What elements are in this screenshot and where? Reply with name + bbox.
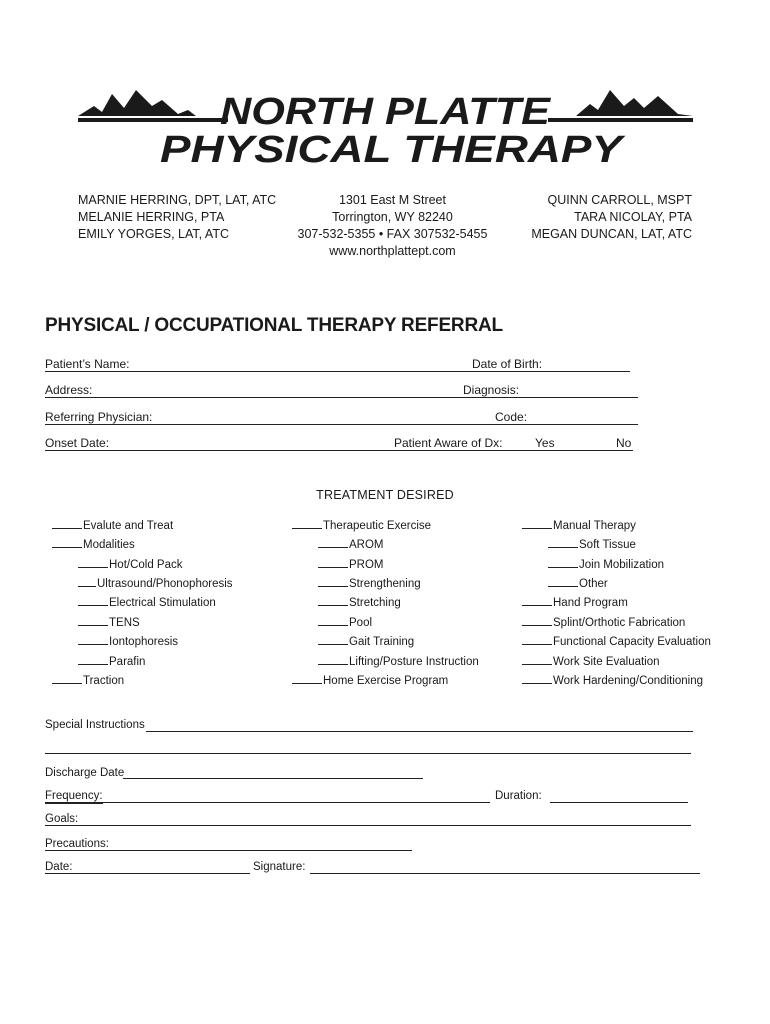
option-therapeutic-exercise[interactable]: Therapeutic Exercise bbox=[292, 517, 431, 533]
option-modalities[interactable]: Modalities bbox=[52, 536, 135, 552]
signature-field[interactable] bbox=[310, 873, 700, 874]
option-work-site-eval[interactable]: Work Site Evaluation bbox=[522, 653, 660, 669]
staff-right bbox=[531, 192, 692, 243]
staff-name: MARNIE HERRING, DPT, LAT, ATC bbox=[78, 193, 277, 207]
option-traction[interactable]: Traction bbox=[52, 672, 124, 688]
option-pool[interactable]: Pool bbox=[318, 614, 372, 630]
staff-name: MELANIE HERRING, PTA bbox=[78, 210, 225, 224]
option-work-hardening[interactable]: Work Hardening/Conditioning bbox=[522, 672, 703, 688]
date-label: Date: bbox=[45, 861, 73, 873]
patient-name-label: Patient’s Name: bbox=[45, 357, 130, 371]
option-tens[interactable]: TENS bbox=[78, 614, 140, 630]
logo-line1: NORTH PLATTE bbox=[220, 91, 552, 133]
goals-field[interactable] bbox=[45, 825, 691, 826]
option-evaluate-treat[interactable]: Evalute and Treat bbox=[52, 517, 173, 533]
clinic-address bbox=[270, 192, 515, 260]
special-instructions-field[interactable] bbox=[146, 731, 693, 732]
referring-physician-label: Referring Physician: bbox=[45, 410, 153, 424]
onset-date-label: Onset Date: bbox=[45, 436, 110, 450]
precautions-field[interactable] bbox=[45, 850, 412, 851]
option-soft-tissue[interactable]: Soft Tissue bbox=[548, 536, 636, 552]
address-field[interactable] bbox=[45, 397, 638, 398]
left-mountains-graphic bbox=[78, 90, 196, 116]
option-parafin[interactable]: Parafin bbox=[78, 653, 145, 669]
special-instructions-label: Special Instructions bbox=[45, 719, 145, 731]
city-state: Torrington, WY 82240 bbox=[332, 210, 453, 224]
option-manual-therapy[interactable]: Manual Therapy bbox=[522, 517, 636, 533]
option-hot-cold-pack[interactable]: Hot/Cold Pack bbox=[78, 556, 183, 572]
precautions-label: Precautions: bbox=[45, 838, 109, 850]
dob-label: Date of Birth: bbox=[472, 357, 543, 371]
staff-name: MEGAN DUNCAN, LAT, ATC bbox=[531, 227, 692, 241]
form-title: PHYSICAL / OCCUPATIONAL THERAPY REFERRAL bbox=[45, 315, 503, 336]
street: 1301 East M Street bbox=[338, 193, 446, 207]
treatment-title: TREATMENT DESIRED bbox=[316, 488, 454, 502]
discharge-date-field[interactable] bbox=[123, 778, 423, 779]
option-stretching[interactable]: Stretching bbox=[318, 594, 401, 610]
duration-field[interactable] bbox=[550, 802, 688, 803]
option-hand-program[interactable]: Hand Program bbox=[522, 594, 628, 610]
option-home-exercise[interactable]: Home Exercise Program bbox=[292, 672, 448, 688]
logo-line2: PHYSICAL THERAPY bbox=[160, 129, 627, 167]
option-ultrasound[interactable]: Ultrasound/Phonophoresis bbox=[78, 575, 233, 591]
staff-name: EMILY YORGES, LAT, ATC bbox=[78, 227, 229, 241]
frequency-field[interactable] bbox=[45, 802, 490, 803]
discharge-date-label: Discharge Date bbox=[45, 767, 125, 779]
address-label: Address: bbox=[45, 383, 93, 397]
referring-physician-field[interactable] bbox=[45, 424, 638, 425]
aware-dx-label: Patient Aware of Dx: bbox=[394, 436, 503, 450]
yes-option[interactable]: Yes bbox=[535, 436, 555, 450]
option-electrical-stim[interactable]: Electrical Stimulation bbox=[78, 594, 216, 610]
option-prom[interactable]: PROM bbox=[318, 556, 384, 572]
staff-name: TARA NICOLAY, PTA bbox=[574, 210, 692, 224]
special-instructions-field-2[interactable] bbox=[45, 753, 691, 754]
option-arom[interactable]: AROM bbox=[318, 536, 384, 552]
no-option[interactable]: No bbox=[616, 436, 632, 450]
company-logo bbox=[78, 82, 693, 167]
option-lifting-posture[interactable]: Lifting/Posture Instruction bbox=[318, 653, 479, 669]
signature-label: Signature: bbox=[253, 861, 306, 873]
right-mountains-graphic bbox=[576, 90, 693, 116]
phone-fax: 307-532-5355 • FAX 307532-5455 bbox=[297, 227, 488, 241]
patient-name-field[interactable] bbox=[45, 371, 630, 372]
staff-left bbox=[78, 192, 276, 243]
duration-label: Duration: bbox=[495, 790, 542, 802]
staff-name: QUINN CARROLL, MSPT bbox=[547, 193, 692, 207]
option-other[interactable]: Other bbox=[548, 575, 608, 591]
option-strengthening[interactable]: Strengthening bbox=[318, 575, 421, 591]
option-splint-orthotic[interactable]: Splint/Orthotic Fabrication bbox=[522, 614, 685, 630]
website: www.northplattept.com bbox=[329, 244, 456, 258]
goals-label: Goals: bbox=[45, 813, 79, 825]
option-functional-capacity[interactable]: Functional Capacity Evaluation bbox=[522, 633, 711, 649]
option-gait-training[interactable]: Gait Training bbox=[318, 633, 414, 649]
option-iontophoresis[interactable]: Iontophoresis bbox=[78, 633, 178, 649]
frequency-label: Frequency: bbox=[45, 790, 103, 802]
diagnosis-label: Diagnosis: bbox=[463, 383, 520, 397]
code-label: Code: bbox=[495, 410, 528, 424]
option-joint-mobilization[interactable]: Join Mobilization bbox=[548, 556, 664, 572]
date-field[interactable] bbox=[45, 873, 250, 874]
